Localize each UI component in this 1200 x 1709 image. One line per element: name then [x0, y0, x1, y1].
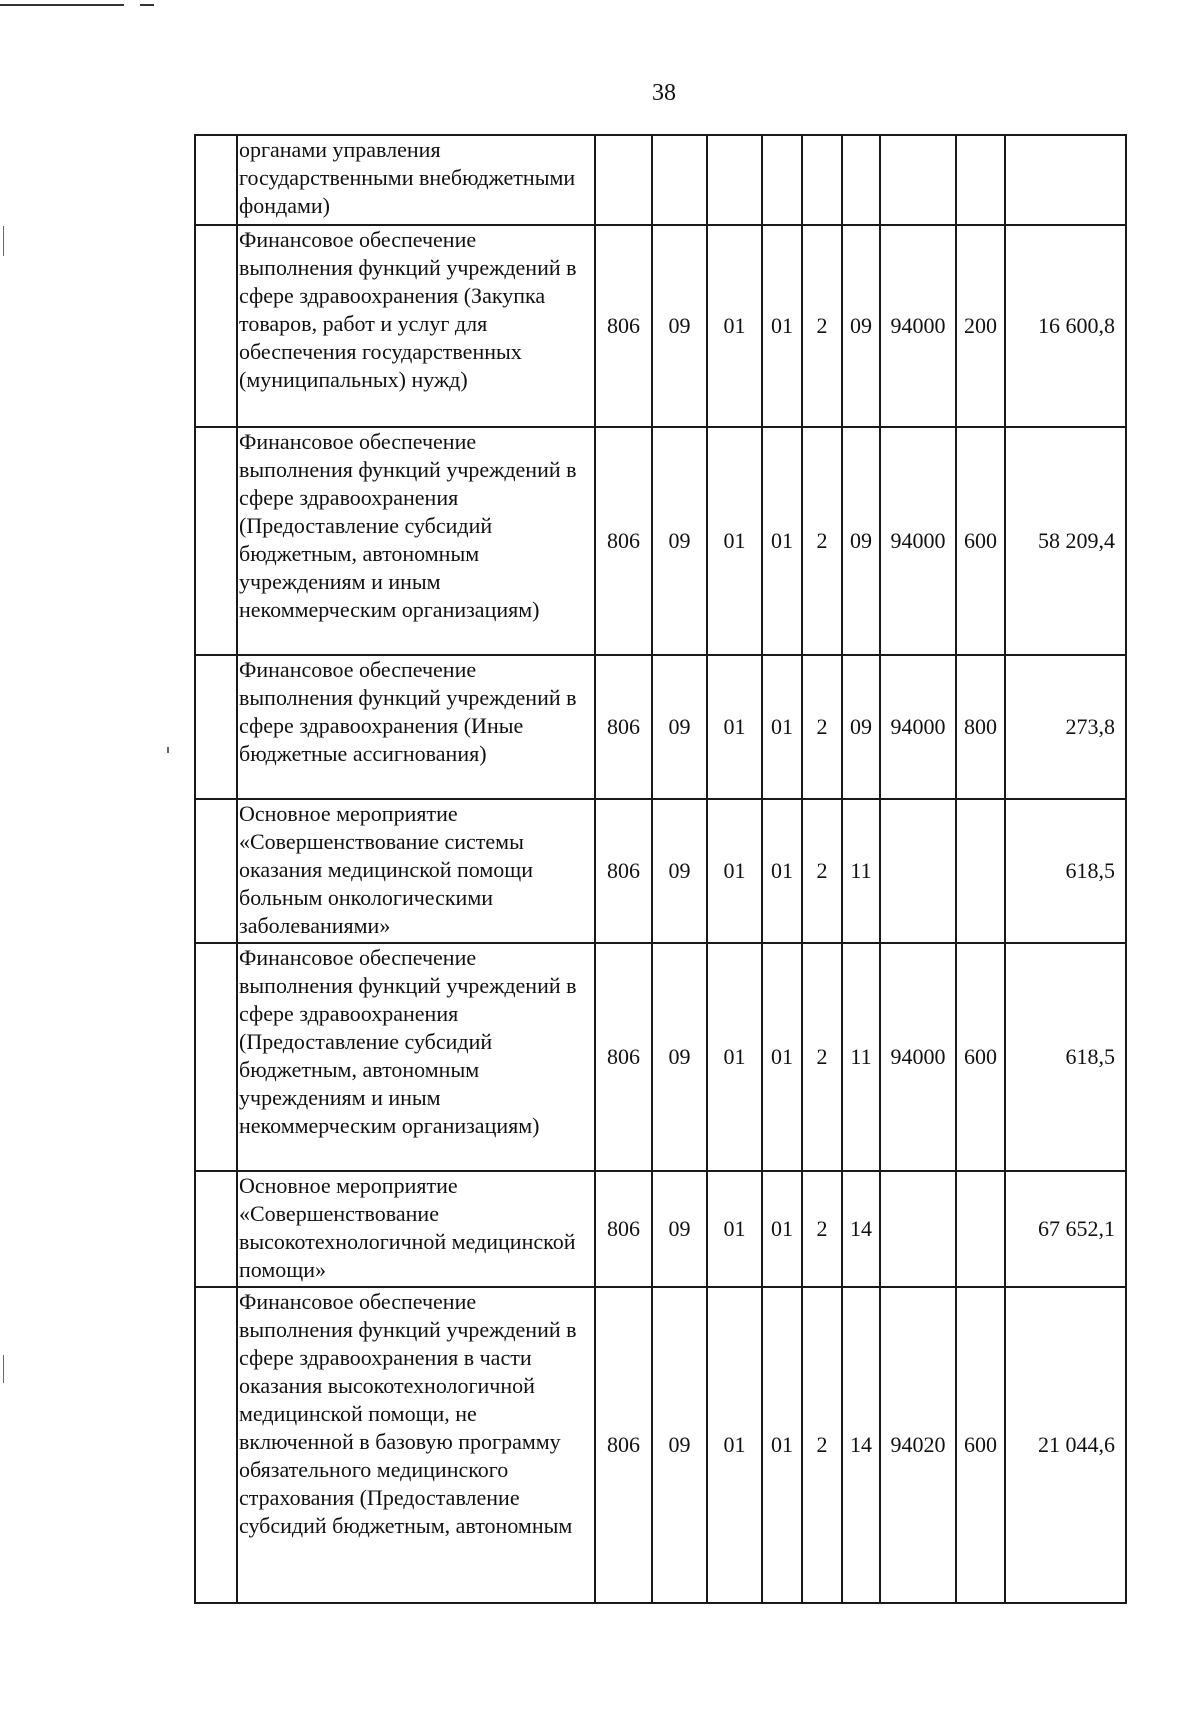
subsection-code: 01 [707, 225, 762, 427]
direction-code [880, 799, 956, 943]
row-name: Основное мероприятие «Совершенствование высокотехнологичной медицинской помощи» [237, 1171, 595, 1287]
row-name: Финансовое обеспечение выполнения функций учреждений в сфере здравоохранения (Иные бюджетные ассигнования) [237, 655, 595, 799]
admin-code: 806 [595, 225, 652, 427]
section-code: 09 [652, 1171, 707, 1287]
table-row [195, 225, 1126, 427]
subprogram-code: 2 [802, 427, 842, 655]
amount-cell: 618,5 [1005, 943, 1126, 1171]
subsection-code: 01 [707, 1171, 762, 1287]
expense-type-code: 600 [956, 427, 1005, 655]
section-code: 09 [652, 427, 707, 655]
program-code: 01 [762, 225, 802, 427]
program-code: 01 [762, 1287, 802, 1603]
subprogram-code: 2 [802, 1171, 842, 1287]
admin-code: 806 [595, 1171, 652, 1287]
table-row [195, 943, 1126, 1171]
event-code [842, 135, 880, 225]
row-name: Основное мероприятие «Совершенствование системы оказания медицинской помощи больным онкологическими заболеваниями» [237, 799, 595, 943]
row-name: органами управления государственными внебюджетными фондами) [237, 135, 595, 225]
amount-cell: 273,8 [1005, 655, 1126, 799]
program-code: 01 [762, 427, 802, 655]
subsection-code: 01 [707, 427, 762, 655]
event-code: 11 [842, 943, 880, 1171]
section-code: 09 [652, 1287, 707, 1603]
event-code: 09 [842, 225, 880, 427]
subprogram-code: 2 [802, 1287, 842, 1603]
row-name: Финансовое обеспечение выполнения функций учреждений в сфере здравоохранения (Закупка товаров, работ и услуг для обеспечения государственных (муниципальных) нужд) [237, 225, 595, 427]
expense-type-code [956, 135, 1005, 225]
index-cell [195, 427, 237, 655]
scan-mark [167, 747, 169, 753]
expense-type-code [956, 1171, 1005, 1287]
table-row [195, 135, 1126, 225]
row-name: Финансовое обеспечение выполнения функций учреждений в сфере здравоохранения в части оказания высокотехнологичной медицинской помощи, не включенной в базовую программу обязательного медицинского страхования (Предоставление субсидий бюджетным, автономным [237, 1287, 595, 1603]
subsection-code: 01 [707, 943, 762, 1171]
amount-cell [1005, 135, 1126, 225]
admin-code: 806 [595, 427, 652, 655]
direction-code: 94000 [880, 427, 956, 655]
event-code: 09 [842, 655, 880, 799]
index-cell [195, 1171, 237, 1287]
subsection-code [707, 135, 762, 225]
section-code: 09 [652, 655, 707, 799]
program-code: 01 [762, 655, 802, 799]
expense-type-code [956, 799, 1005, 943]
amount-cell: 618,5 [1005, 799, 1126, 943]
table-row [195, 1171, 1126, 1287]
admin-code: 806 [595, 943, 652, 1171]
budget-table [194, 134, 1127, 1604]
row-name: Финансовое обеспечение выполнения функций учреждений в сфере здравоохранения (Предоставление субсидий бюджетным, автономным учреждениям и иным некоммерческим организациям) [237, 427, 595, 655]
section-code: 09 [652, 943, 707, 1171]
table-row [195, 655, 1126, 799]
direction-code: 94000 [880, 943, 956, 1171]
direction-code [880, 135, 956, 225]
table-row [195, 427, 1126, 655]
index-cell [195, 799, 237, 943]
subprogram-code [802, 135, 842, 225]
program-code [762, 135, 802, 225]
subsection-code: 01 [707, 799, 762, 943]
subprogram-code: 2 [802, 943, 842, 1171]
section-code: 09 [652, 799, 707, 943]
program-code: 01 [762, 1171, 802, 1287]
amount-cell: 21 044,6 [1005, 1287, 1126, 1603]
direction-code: 94020 [880, 1287, 956, 1603]
expense-type-code: 800 [956, 655, 1005, 799]
table-row [195, 799, 1126, 943]
amount-cell: 16 600,8 [1005, 225, 1126, 427]
direction-code: 94000 [880, 225, 956, 427]
event-code: 14 [842, 1287, 880, 1603]
section-code: 09 [652, 225, 707, 427]
expense-type-code: 600 [956, 943, 1005, 1171]
scan-mark [3, 1355, 4, 1383]
amount-cell: 67 652,1 [1005, 1171, 1126, 1287]
admin-code [595, 135, 652, 225]
expense-type-code: 200 [956, 225, 1005, 427]
row-name: Финансовое обеспечение выполнения функций учреждений в сфере здравоохранения (Предоставление субсидий бюджетным, автономным учреждениям и иным некоммерческим организациям) [237, 943, 595, 1171]
subprogram-code: 2 [802, 799, 842, 943]
subsection-code: 01 [707, 1287, 762, 1603]
event-code: 09 [842, 427, 880, 655]
page-number: 38 [652, 80, 676, 106]
event-code: 14 [842, 1171, 880, 1287]
index-cell [195, 135, 237, 225]
index-cell [195, 1287, 237, 1603]
table-row [195, 1287, 1126, 1603]
scan-rule-right [140, 4, 154, 6]
event-code: 11 [842, 799, 880, 943]
direction-code: 94000 [880, 655, 956, 799]
expense-type-code: 600 [956, 1287, 1005, 1603]
index-cell [195, 943, 237, 1171]
index-cell [195, 655, 237, 799]
admin-code: 806 [595, 799, 652, 943]
subprogram-code: 2 [802, 225, 842, 427]
amount-cell: 58 209,4 [1005, 427, 1126, 655]
program-code: 01 [762, 943, 802, 1171]
program-code: 01 [762, 799, 802, 943]
scan-mark [3, 226, 4, 256]
subprogram-code: 2 [802, 655, 842, 799]
subsection-code: 01 [707, 655, 762, 799]
section-code [652, 135, 707, 225]
admin-code: 806 [595, 1287, 652, 1603]
admin-code: 806 [595, 655, 652, 799]
scan-rule-left [0, 4, 124, 6]
direction-code [880, 1171, 956, 1287]
index-cell [195, 225, 237, 427]
